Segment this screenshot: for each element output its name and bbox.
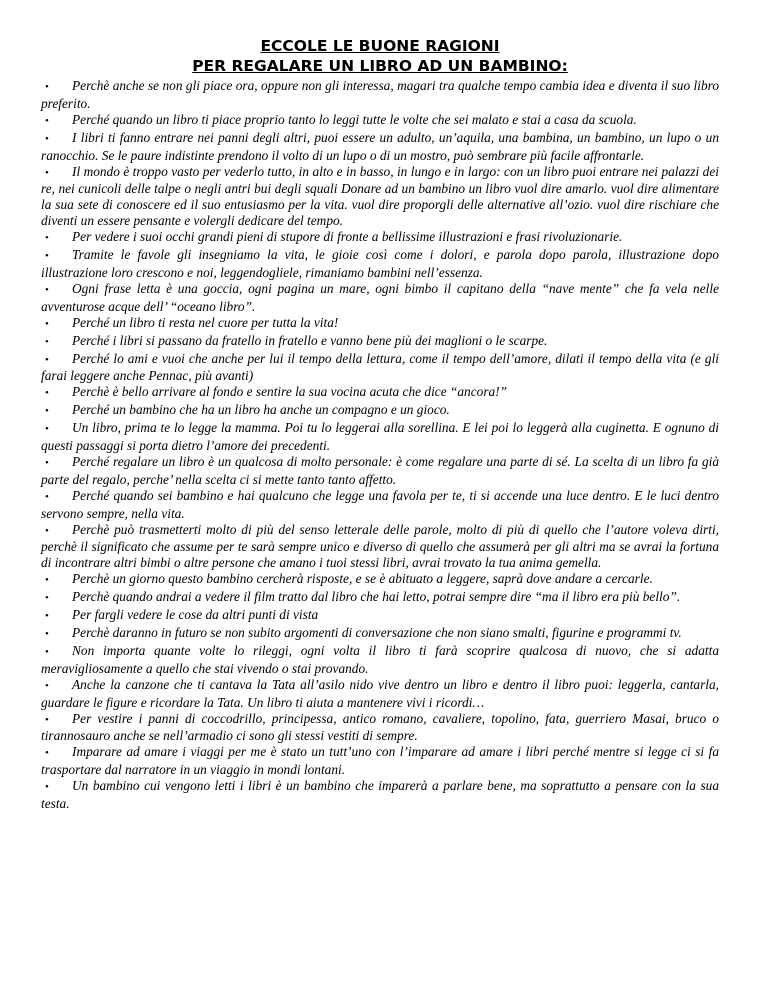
reason-item xyxy=(41,229,719,247)
reason-item xyxy=(41,384,719,402)
reason-text: Per vestire i panni di coccodrillo, principessa, antico romano, cavaliere, topolino, fata, guerriero Masai, bruco o tirannosauro anche se nell’armadio ci sono gli stessi vestiti di sempre. xyxy=(41,710,719,744)
reason-item xyxy=(41,677,719,711)
bullet-icon: • xyxy=(45,592,49,605)
reason-text: Un libro, prima te lo legge la mamma. Poi tu lo leggerai alla sorellina. E lei poi lo leggerà alla cuginetta. E ognuno di questi passaggi si porta dietro l’amore dei precedenti. xyxy=(41,420,719,454)
reason-text: I libri ti fanno entrare nei panni degli altri, puoi essere un adulto, un’aquila, una bambina, un bambino, un lupo o un ranocchio. Se le paure indistinte prendono il volto di un lupo o di un mostro, può sembrare più facile affrontarle. xyxy=(41,129,719,163)
reason-text: Perchè un giorno questo bambino cercherà risposte, e se è abituato a leggere, saprà dove andare a cercarle. xyxy=(72,571,653,587)
reason-text: Ogni frase letta è una goccia, ogni pagina un mare, ogni bimbo il capitano della “nave mente” che fa vela nelle avventurose acque dell’ “oceano libro”. xyxy=(41,280,719,314)
bullet-icon: • xyxy=(45,353,49,366)
title-line-1: ECCOLE LE BUONE RAGIONI xyxy=(260,37,500,55)
reason-item xyxy=(41,711,719,745)
bullet-icon: • xyxy=(45,713,49,726)
reason-item xyxy=(41,112,719,130)
bullet-icon: • xyxy=(45,283,49,296)
bullet-icon: • xyxy=(45,628,49,640)
reason-text: Perché i libri si passano da fratello in fratello e vanno bene più dei maglioni o le scarpe. xyxy=(72,332,548,348)
title-line-2: PER REGALARE UN LIBRO AD UN BAMBINO: xyxy=(192,57,568,75)
reason-text: Un bambino cui vengono letti i libri è un bambino che imparerà a parlare bene, ma soprattutto a pensare con la sua testa. xyxy=(41,778,719,812)
reason-item xyxy=(41,130,719,164)
reason-item xyxy=(41,488,719,522)
reason-item xyxy=(41,402,719,420)
reason-item xyxy=(41,522,719,572)
bullet-icon: • xyxy=(45,166,49,179)
reason-text: Anche la canzone che ti cantava la Tata all’asilo nido vive dentro un libro e dentro il libro puoi: leggerla, cantarla, guardare le figure e ricordare la Tata. Un libro ti aiuta a mantenere vivi i ricordi… xyxy=(41,676,719,710)
reason-item xyxy=(41,420,719,454)
reason-text: Imparare ad amare i viaggi per me è stato un tutt’uno con l’imparare ad amare i libri perché mentre si legge ci si fa trasportare dal narratore in un viaggio in mondi lontani. xyxy=(41,744,719,778)
bullet-icon: • xyxy=(45,574,49,587)
reason-item xyxy=(41,351,719,385)
reason-item xyxy=(41,571,719,589)
bullet-icon: • xyxy=(45,610,49,623)
reason-text: Perché quando un libro ti piace proprio tanto lo leggi tutte le volte che sei malato e stai a casa da scuola. xyxy=(72,111,637,127)
bullet-icon: • xyxy=(45,747,49,760)
reason-text: Perché un bambino che ha un libro ha anche un compagno e un gioco. xyxy=(72,402,450,418)
bullet-icon: • xyxy=(45,250,49,263)
reason-text: Perchè può trasmetterti molto di più del senso letterale delle parole, molto di più di quello che l’autore voleva dirti, perchè il significato che assume per te sarà sempre unico e diverso di quello che assumerà per gli altri ma se avrai la fortuna di incontrare altri bimbi o altre persone che amano i tuoi stessi libri, avrai trovato la tua anima gemella. xyxy=(41,521,719,571)
reason-item xyxy=(41,315,719,333)
bullet-icon: • xyxy=(45,114,49,127)
reason-text: Il mondo è troppo vasto per vederlo tutto, in alto e in basso, in lungo e in largo: con un libro puoi entrare nei palazzi dei re, nei cunicoli delle talpe o negli antri bui degli squali Donare ad un bambino un libro vuol dire amarlo. vuol dire alimentare la sua sete di conoscere ed il suo entusiasmo per la vita. vuol dire proporgli delle alternative all’ozio. vuol dire rischiare che diventi un essere pensante e volergli dedicare del tempo. xyxy=(41,163,719,229)
bullet-icon: • xyxy=(45,423,49,436)
reason-text: Perché regalare un libro è un qualcosa di molto personale: è come regalare una parte di sé. La scelta di un libro fa già parte del regalo, perche’ nella scelta ci si mette tanto tanto affetto. xyxy=(41,453,719,487)
reason-text: Per vedere i suoi occhi grandi pieni di stupore di fronte a bellissime illustrazioni e frasi rivoluzionarie. xyxy=(72,229,623,245)
reason-text: Perchè anche se non gli piace ora, oppure non gli interessa, magari tra qualche tempo cambia idea e diventa il suo libro preferito. xyxy=(41,78,719,111)
reason-item xyxy=(41,247,719,281)
reason-item xyxy=(41,333,719,351)
bullet-icon: • xyxy=(45,132,49,145)
reason-item xyxy=(41,454,719,488)
bullet-icon: • xyxy=(45,405,49,418)
bullet-icon: • xyxy=(45,524,49,537)
bullet-icon: • xyxy=(45,232,49,245)
bullet-icon: • xyxy=(45,645,49,658)
reason-item xyxy=(41,744,719,778)
reason-item xyxy=(41,164,719,230)
bullet-icon: • xyxy=(45,490,49,503)
reason-text: Perché lo ami e vuoi che anche per lui il tempo della lettura, come il tempo dell’amore, dilati il tempo della vita (e gli farai leggere anche Pennac, più avanti) xyxy=(41,350,719,384)
reason-item xyxy=(41,607,719,625)
bullet-icon: • xyxy=(45,81,49,93)
document-title xyxy=(41,36,719,76)
reason-text: Per fargli vedere le cose da altri punti di vista xyxy=(72,607,319,623)
reason-text: Perché un libro ti resta nel cuore per tutta la vita! xyxy=(72,314,339,330)
reason-text: Perchè daranno in futuro se non subito argomenti di conversazione che non siano smalti, figurine e programmi tv. xyxy=(72,625,682,640)
reason-item xyxy=(41,625,719,643)
reason-item xyxy=(41,589,719,607)
reason-text: Perché quando sei bambino e hai qualcuno che legge una favola per te, ti si accende una luce dentro. E le luci dentro servono sempre, nella vita. xyxy=(41,487,719,521)
reason-text: Perchè quando andrai a vedere il film tratto dal libro che hai letto, potrai sempre dire “ma il libro era più bello”. xyxy=(72,589,681,605)
reason-item xyxy=(41,643,719,677)
reason-text: Non importa quante volte lo rileggi, ogni volta il libro ti farà scoprire qualcosa di nuovo, che si adatta meravigliosamente a quello che stai vivendo o stai provando. xyxy=(41,642,719,676)
reason-item xyxy=(41,778,719,812)
reason-text: Perchè è bello arrivare al fondo e sentire la sua vocina acuta che dice “ancora!” xyxy=(72,384,508,400)
reasons-list xyxy=(41,78,719,812)
bullet-icon: • xyxy=(45,456,49,469)
reason-text: Tramite le favole gli insegniamo la vita, le gioie così come i dolori, e parola dopo parola, illustrazione dopo illustrazione loro crescono e noi, leggendogliele, rimaniamo bambini nell’essenza. xyxy=(41,247,719,280)
bullet-icon: • xyxy=(45,317,49,330)
bullet-icon: • xyxy=(45,335,49,348)
bullet-icon: • xyxy=(45,679,49,692)
reason-item xyxy=(41,281,719,315)
bullet-icon: • xyxy=(45,781,49,794)
bullet-icon: • xyxy=(45,387,49,400)
reason-item xyxy=(41,78,719,112)
